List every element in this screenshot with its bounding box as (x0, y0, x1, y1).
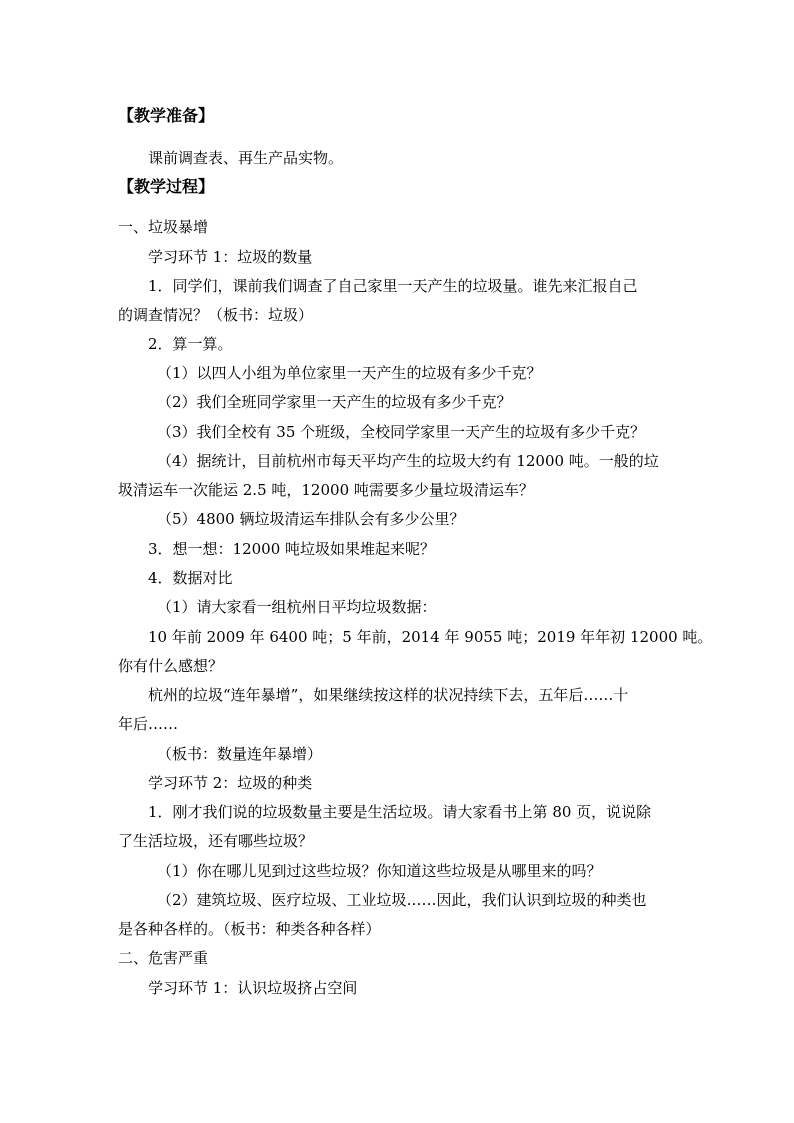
section-title-garbage-surge: 一、垃圾暴增 (118, 218, 209, 236)
paragraph-line: 10 年前 2009 年 6400 吨；5 年前，2014 年 9055 吨；2019 年年初 12000 吨。 (148, 628, 713, 646)
paragraph-line: 3．想一想：12000 吨垃圾如果堆起来呢？ (148, 540, 436, 558)
section-title-serious-harm: 二、危害严重 (118, 949, 209, 967)
paragraph-line: 1．同学们，课前我们调查了自己家里一天产生的垃圾量。谁先来汇报自己 (148, 277, 638, 295)
paragraph-line: 2．算一算。 (148, 335, 233, 353)
paragraph-line: （5）4800 辆垃圾清运车排队会有多少公里？ (157, 510, 465, 528)
paragraph-line: （1）请大家看一组杭州日平均垃圾数据： (157, 598, 437, 616)
paragraph-line: 的调查情况？（板书：垃圾） (118, 306, 314, 324)
paragraph-line: 圾清运车一次能运 2.5 吨，12000 吨需要多少量垃圾清运车？ (118, 481, 534, 499)
preparation-text: 课前调查表、再生产品实物。 (148, 149, 344, 167)
paragraph-line: （2）我们全班同学家里一天产生的垃圾有多少千克？ (157, 393, 512, 411)
heading-teaching-process: 【教学过程】 (118, 177, 215, 196)
paragraph-line: 你有什么感想？ (118, 657, 224, 675)
paragraph-line: 年后…… (118, 715, 179, 733)
paragraph-line: 4．数据对比 (148, 569, 233, 587)
paragraph-line: 是各种各样的。（板书：种类各种各样） (118, 920, 381, 938)
subsection-title: 学习环节 1：垃圾的数量 (148, 248, 313, 266)
paragraph-line: 1．刚才我们说的垃圾数量主要是生活垃圾。请大家看书上第 80 页，说说除 (148, 803, 652, 821)
paragraph-line: （板书：数量连年暴增） (157, 745, 323, 763)
subsection-title: 学习环节 2：垃圾的种类 (148, 774, 313, 792)
paragraph-line: 杭州的垃圾“连年暴增”，如果继续按这样的状况持续下去，五年后……十 (148, 686, 629, 704)
paragraph-line: 了生活垃圾，还有哪些垃圾？ (118, 832, 314, 850)
paragraph-line: （3）我们全校有 35 个班级，全校同学家里一天产生的垃圾有多少千克？ (157, 423, 646, 441)
subsection-title: 学习环节 1：认识垃圾挤占空间 (148, 979, 358, 997)
paragraph-line: （4）据统计，目前杭州市每天平均产生的垃圾大约有 12000 吨。一般的垃 (157, 452, 659, 470)
heading-teaching-preparation: 【教学准备】 (118, 106, 215, 125)
paragraph-line: （1）以四人小组为单位家里一天产生的垃圾有多少千克？ (157, 364, 542, 382)
paragraph-line: （2）建筑垃圾、医疗垃圾、工业垃圾……因此，我们认识到垃圾的种类也 (157, 891, 647, 909)
paragraph-line: （1）你在哪儿见到过这些垃圾？你知道这些垃圾是从哪里来的吗？ (157, 862, 602, 880)
